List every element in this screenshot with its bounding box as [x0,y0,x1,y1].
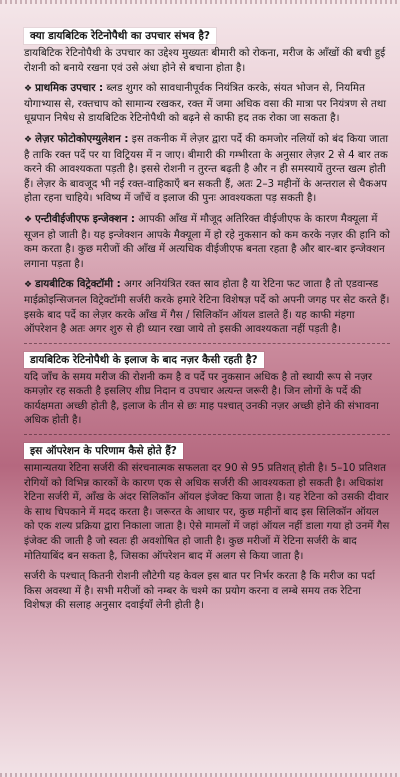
section-heading-vision: डायबिटिक रेटिनोपैथी के इलाज के बाद नज़र कैसी रहती है? [24,352,264,368]
bullet-text: अगर अनियंत्रित रक्त स्राव होता है या रेटिना फट जाता है तो एडवान्स्ड माईक्रोइन्सिजनल विट्रेक्टॉमी सर्जरी करके हमारे रेटिना विशेषज्ञ पर्दे को अपनी जगह पर सेट करते हैं। इसके बाद पर्दे का लेज़र करके आँख में गैस / सिलिकॉन ऑयल डालते हैं। यह काफी मंहगा ऑपरेशन है अतः अगर शुरु से ही ध्यान रखा जाये तो इसकी आवश्यकता नहीं पड़ती है। [24,278,390,336]
results-para-1: सामान्यतया रेटिना सर्जरी की संरचनात्मक सफलता दर 90 से 95 प्रतिशत् होती है। 5–10 प्रतिशत रोगियों को विभिन्न कारकों के कारण एक से अधिक सर्जरी की आवश्यकता हो सकती है। अधिकांश रेटिना सर्जरी में, आँख के अंदर सिलिकॉन ऑयल इंजेक्ट किया जाता है। यह रेटिना को उसकी दीवार के साथ चिपकाने में मदद करता है। जरूरत के आधार पर, कुछ महीनों बाद इस सिलिकॉन ऑयल को एक शल्य प्रक्रिया द्वारा निकाला जाता है। ऐसे मामलों में जहां ऑयल नहीं डाला गया हो उनमें गैस इंजेक्ट की जाती है जो स्वतः ही अवशोषित हो जाती है। कुछ मरीजों में रेटिना सर्जरी के बाद मोतियाबिंद बन सकता है, जिसका ऑपरेशन बाद में अलग से किया जाता है। [24,462,390,562]
diamond-bullet-icon: ❖ [24,84,33,95]
section-treatment [24,0,390,337]
section-heading-treatment: क्या डायबिटिक रेटिनोपैथी का उपचार संभव है? [24,28,216,44]
bottom-decorative-stripe [0,773,400,777]
section-vision-after [24,344,390,428]
bullet-text: आपकी आँख में मौजूद अतिरिक्त वीईजीएफ के कारण मैक्यूला में सूजन हो जाती है। यह इन्जेक्शन आपके मैक्यूला में हो रहे नुकसान को कम करके नज़र की हानि को कम करता है। कुछ मरीजों की आँख में अत्यधिक वीईजीएफ बनता रहता है और बार-बार इन्जेक्शन लगाना पड़ता है। [24,212,390,270]
top-decorative-stripe [0,0,400,4]
diamond-bullet-icon: ❖ [24,134,33,145]
bullet-title: एन्टीवीईजीएफ इन्जेक्शन : [35,212,136,225]
bullet-primary-treatment [24,81,390,126]
vision-after-text: यदि जाँच के समय मरीज की रोशनी कम है व पर्दे पर नुकसान अधिक है तो स्थायी रूप से नज़र कमज़ोर रह सकती है इसलिए शीघ्र निदान व उपचार अत्यन्त जरूरी है। जिन लोगों के पर्दे की कार्यक्षमता अच्छी होती है, इलाज के तीन से छः माह पश्चात् उनकी नज़र अच्छी होने की संभावना अधिक होती है। [24,370,379,427]
bullet-text: ब्लड शुगर को सावधानीपूर्वक नियंत्रित करके, संयत भोजन से, नियमित योगाभ्यास से, रक्तचाप को सामान्य रखकर, रक्त में जमा अधिक वसा की मात्रा पर नियंत्रण से तथा धूम्रपान निषेध से डायबिटिक रेटिनोपैथी को बढ़ने से काफी हद तक रोका जा सकता है। [24,82,387,125]
results-para-2: सर्जरी के पश्चात् कितनी रोशनी लौटेगी यह केवल इस बात पर निर्भर करता है कि मरीज का पर्दा किस अवस्था में है। सभी मरीजों को नम्बर के चश्मे का प्रयोग करना व लम्बे समय तक रेटिना विशेषज्ञ की सलाह अनुसार दवाईयाँ लेनी होती है। [24,570,376,612]
diamond-bullet-icon: ❖ [24,214,33,225]
bullet-title: डायबीटिक विट्रेक्टॉमी : [35,278,121,291]
bullet-text: इस तकनीक में लेज़र द्वारा पर्दे की कमजोर नलियों को बंद किया जाता है ताकि रक्त पर्दे पर या विट्रियस में न जाए। बीमारी की गम्भीरता के अनुसार लेज़र 2 से 4 बार तक करने की आवश्यकता पड़ती है। इससे रोशनी न तुरन्त बढ़ती है और न ही समस्यायें तुरन्त खत्म होती हैं। लेज़र के बावजूद भी नई रक्त-वाहिकाएँ बन सकती हैं, अतः 2–3 महीनों के अन्तराल से चैकअप होता रहना चाहिये। भविष्य में जाँचें व इलाज की पुनः आवश्यकता पड़ सकती है। [24,132,389,205]
treatment-intro: डायबिटिक रेटिनोपैथी के उपचार का उद्देश्य मुख्यतः बीमारी को रोकना, मरीज के आँखों की बची हुई रोशनी को बनाये रखना एवं उसे अंधा होने से बचाना होता है। [24,47,386,74]
bullet-anti-vegf [24,212,390,271]
bullet-laser [24,132,390,206]
section-heading-results: इस ऑपरेशन के परिणाम कैसे होते हैं? [24,443,183,459]
diamond-bullet-icon: ❖ [24,280,33,291]
bullet-vitrectomy [24,277,390,336]
bullet-title: लेज़र फोटोकोएग्युलेशन : [35,132,129,145]
section-results [24,435,390,613]
bullet-title: प्राथमिक उपचार : [35,82,104,95]
